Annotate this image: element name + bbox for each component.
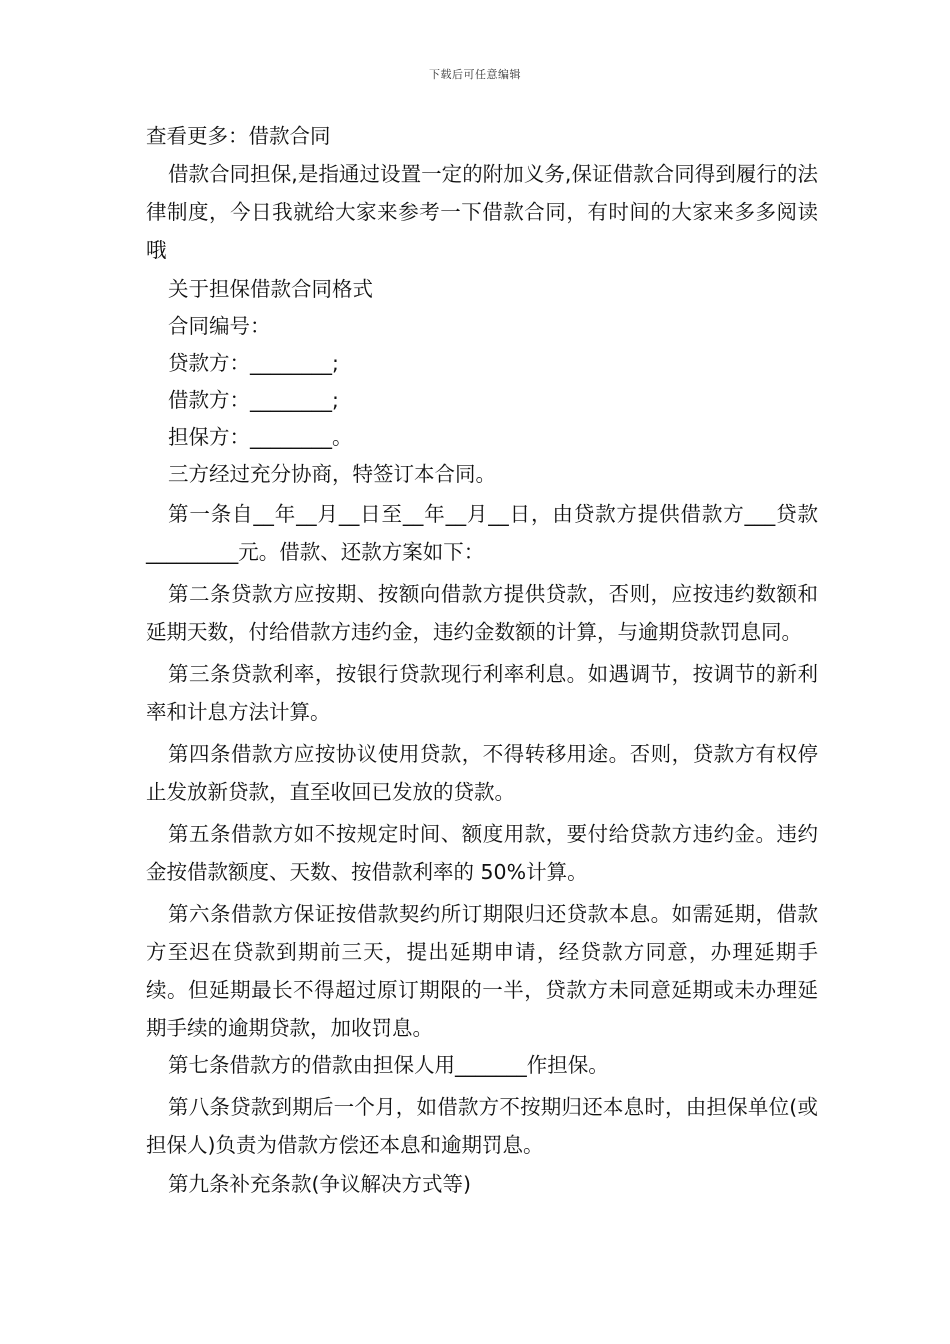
borrower-field: 借款方：________; bbox=[168, 388, 339, 412]
article-4: 第四条借款方应按协议使用贷款，不得转移用途。否则，贷款方有权停止发放新贷款，直至收回已发放的贷款。 bbox=[146, 742, 818, 804]
article-6: 第六条借款方保证按借款契约所订期限归还贷款本息。如需延期，借款方至迟在贷款到期前三天，提出延期申请，经贷款方同意，办理延期手续。但延期最长不得超过原订期限的一半，贷款方未同意延期或未办理延期手续的逾期贷款，加收罚息。 bbox=[146, 902, 818, 1040]
article-2: 第二条贷款方应按期、按额向借款方提供贷款，否则，应按违约数额和延期天数，付给借款方违约金，违约金数额的计算，与逾期贷款罚息同。 bbox=[146, 582, 818, 644]
contract-number-field: 合同编号： bbox=[168, 314, 271, 338]
article-9: 第九条补充条款(争议解决方式等) bbox=[168, 1172, 471, 1196]
consensus-line: 三方经过充分协商，特签订本合同。 bbox=[168, 462, 496, 486]
article-1: 第一条自__年__月__日至__年__月__日，由贷款方提供借款方___贷款_________元。借款、还款方案如下： bbox=[146, 502, 818, 564]
article-7: 第七条借款方的借款由担保人用_______作担保。 bbox=[168, 1053, 609, 1077]
intro-paragraph: 借款合同担保,是指通过设置一定的附加义务,保证借款合同得到履行的法律制度，今日我就给大家来参考一下借款合同，有时间的大家来多多阅读哦 bbox=[146, 162, 818, 262]
lender-field: 贷款方：________; bbox=[168, 351, 339, 375]
page-header-note: 下载后可任意编辑 bbox=[429, 68, 521, 81]
see-more-line: 查看更多：借款合同 bbox=[146, 124, 331, 148]
contract-title: 关于担保借款合同格式 bbox=[168, 277, 373, 301]
article-8: 第八条贷款到期后一个月，如借款方不按期归还本息时，由担保单位(或担保人)负责为借款方偿还本息和逾期罚息。 bbox=[146, 1095, 818, 1157]
article-5: 第五条借款方如不按规定时间、额度用款，要付给贷款方违约金。违约金按借款额度、天数、按借款利率的 50%计算。 bbox=[146, 822, 818, 884]
contract-body bbox=[146, 118, 818, 1203]
article-3: 第三条贷款利率，按银行贷款现行利率利息。如遇调节，按调节的新利率和计息方法计算。 bbox=[146, 662, 818, 724]
guarantor-field: 担保方：________。 bbox=[168, 425, 353, 449]
